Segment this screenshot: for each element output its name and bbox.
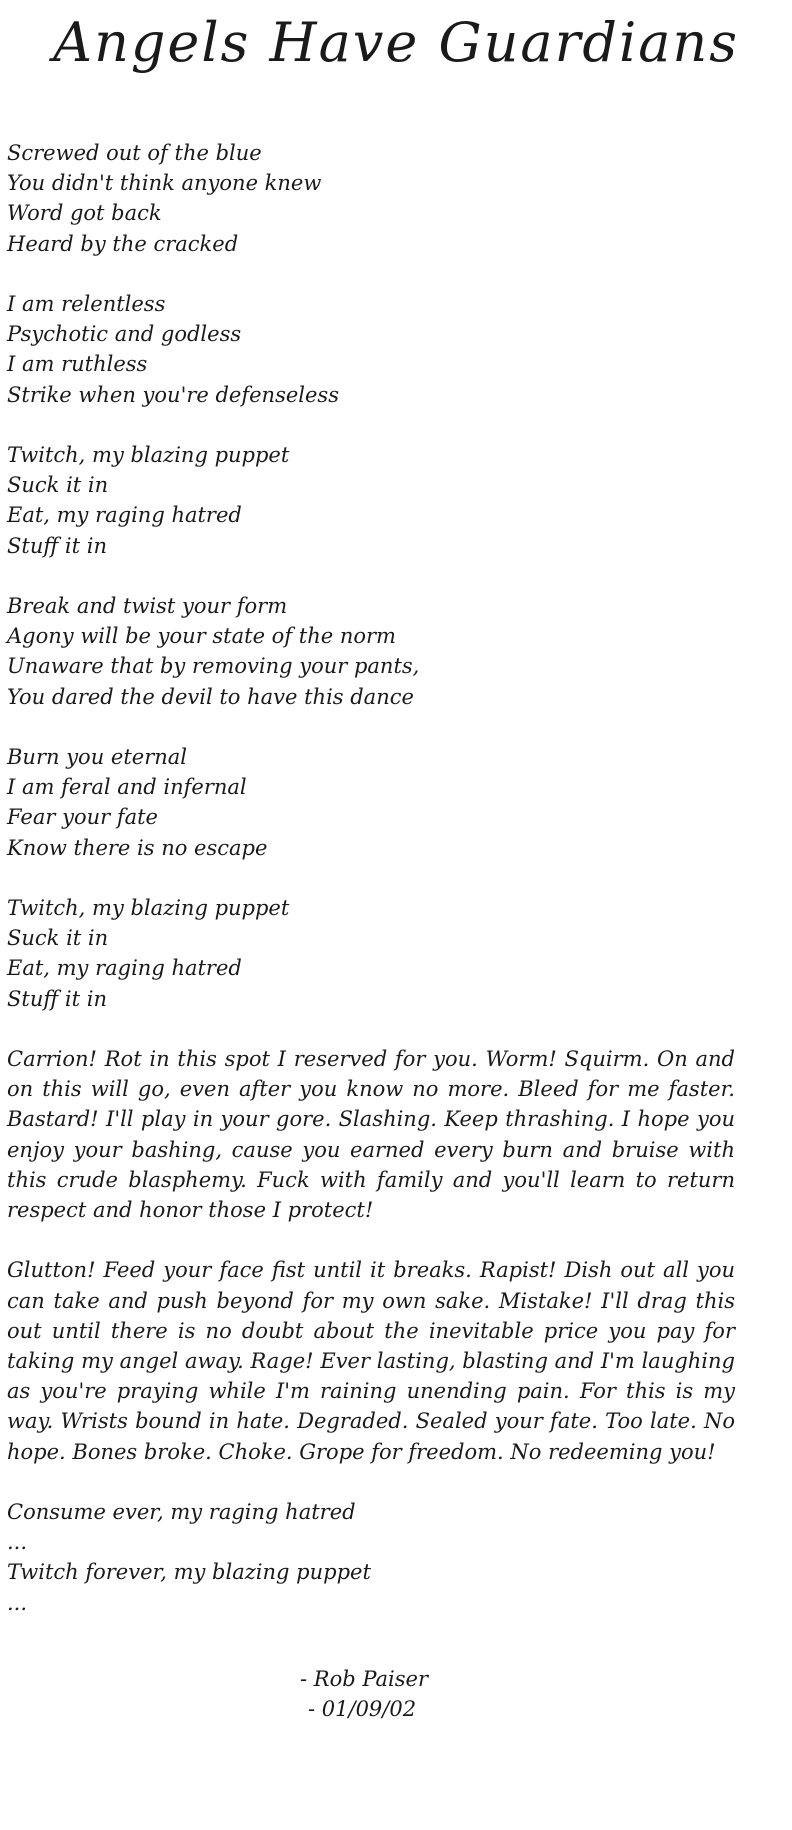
prose-paragraph: Carrion! Rot in this spot I reserved for you. Worm! Squirm. On and on this will go, even after you know no more. Bleed for me faster. Bastard! I'll play in your gore. Slashing. Keep thrashing. I hope you enjoy your bashing, cause you earned every burn and bruise with this crude blasphemy. Fuck with family and you'll learn to return respect and honor those I protect! xyxy=(7,1047,735,1223)
poem-line: Suck it in xyxy=(7,926,109,951)
poem-line: Strike when you're defenseless xyxy=(7,382,339,407)
poem-body xyxy=(7,138,742,1648)
poem-line: Twitch, my blazing puppet xyxy=(7,896,290,920)
closing-stanza xyxy=(7,1497,742,1618)
poem-line: Heard by the cracked xyxy=(7,231,239,256)
poem-line: Break and twist your form xyxy=(7,594,288,618)
signature xyxy=(300,1664,428,1724)
author-name: - Rob Paiser xyxy=(300,1667,429,1691)
poem-line: Eat, my raging hatred xyxy=(7,503,242,528)
poem-line: Agony will be your state of the norm xyxy=(7,624,396,649)
poem-line: Word got back xyxy=(7,201,162,226)
poem-line: You didn't think anyone knew xyxy=(7,171,322,196)
stanza xyxy=(7,591,742,712)
poem-title: Angels Have Guardians xyxy=(53,11,739,74)
stanza xyxy=(7,289,742,410)
stanza xyxy=(7,138,742,259)
poem-line: Burn you eternal xyxy=(7,745,187,769)
poem-line: Know there is no escape xyxy=(7,835,268,860)
poem-line: Psychotic and godless xyxy=(7,322,242,347)
poem-line: Unaware that by removing your pants, xyxy=(7,654,420,679)
stanza xyxy=(7,742,742,863)
poem-line: Screwed out of the blue xyxy=(7,141,262,165)
stanza xyxy=(7,893,742,1014)
poem-line: I am ruthless xyxy=(7,352,148,377)
poem-date: - 01/09/02 xyxy=(308,1697,417,1721)
stanza xyxy=(7,440,742,561)
poem-line: Consume ever, my raging hatred xyxy=(7,1500,356,1525)
poem-line: Twitch, my blazing puppet xyxy=(7,443,290,467)
poem-line: Stuff it in xyxy=(7,986,107,1011)
poem-line: Suck it in xyxy=(7,473,109,498)
poem-line: Stuff it in xyxy=(7,533,107,558)
ellipsis: ... xyxy=(7,1590,28,1615)
poem-line: You dared the devil to have this dance xyxy=(7,684,414,709)
ellipsis: ... xyxy=(7,1530,28,1555)
poem-line: Twitch forever, my blazing puppet xyxy=(7,1560,371,1585)
poem-line: I am feral and infernal xyxy=(7,775,247,800)
poem-line: Eat, my raging hatred xyxy=(7,956,242,981)
poem-line: Fear your fate xyxy=(7,805,158,830)
prose-paragraph: Glutton! Feed your face fist until it breaks. Rapist! Dish out all you can take and push beyond for my own sake. Mistake! I'll drag this out until there is no doubt about the inevitable price you pay for taking my angel away. Rage! Ever lasting, blasting and I'm laughing as you're praying while I'm raining unending pain. For this is my way. Wrists bound in hate. Degraded. Sealed your fate. Too late. No hope. Bones broke. Choke. Grope for freedom. No redeeming you! xyxy=(7,1258,735,1464)
poem-line: I am relentless xyxy=(7,292,166,316)
